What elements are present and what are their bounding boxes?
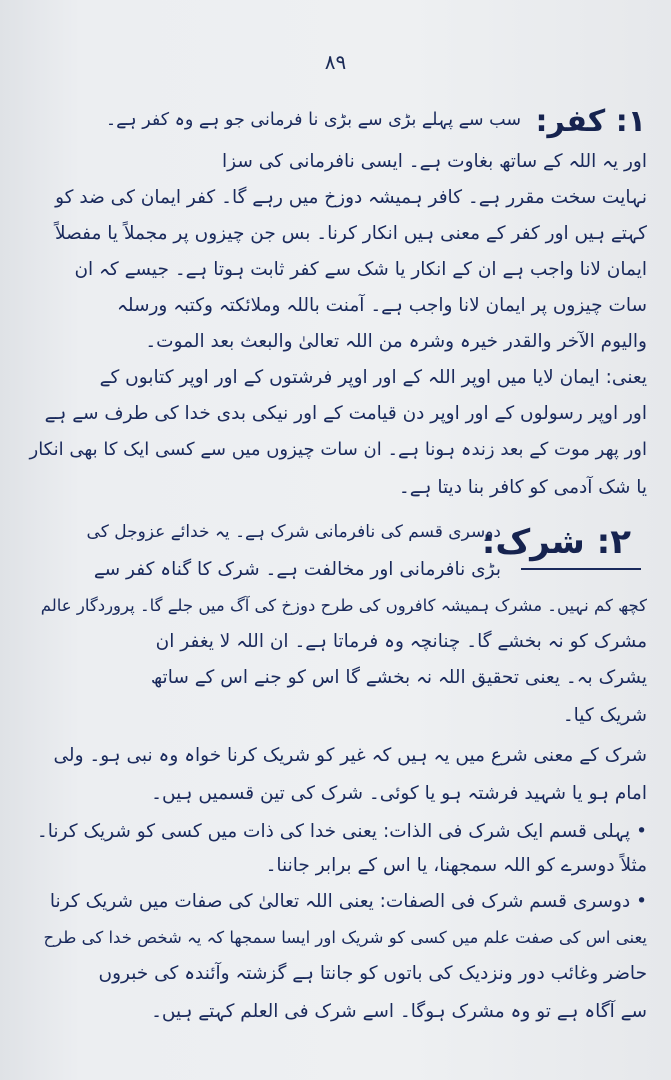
paragraph-line: یعنی: ایمان لایا میں اوپر اللہ کے اور اوپر فرشتوں کے اور اوپر کتابوں کے	[99, 367, 647, 388]
section-heading-kufr: ۱: کفر:	[535, 104, 646, 139]
section-heading-shirk: ۲: شرک:	[481, 522, 631, 562]
paragraph-line: یعنی اس کی صفت علم میں کسی کو شریک اور ایسا سمجھا کہ یہ شخص خدا کی طرح	[43, 928, 647, 947]
paragraph-line: اور پھر موت کے بعد زندہ ہونا ہے۔ ان سات چیزوں میں سے کسی ایک کا بھی انکار	[29, 439, 647, 460]
paragraph-line: • پہلی قسم ایک شرک فی الذات: یعنی خدا کی ذات میں کسی کو شریک کرنا۔	[36, 821, 647, 842]
paragraph-line: کہتے ہیں اور کفر کے معنی ہیں انکار کرنا۔ بس جن چیزوں پر مجملاً یا مفصلاً	[55, 223, 647, 244]
paragraph-line: مثلاً دوسرے کو اللہ سمجھنا، یا اس کے برابر جاننا۔	[265, 855, 647, 876]
paragraph-line: یشرک بہ۔ یعنی تحقیق اللہ نہ بخشے گا اس کو جنے اس کے ساتھ	[150, 667, 647, 688]
paragraph-line: دوسری قسم کی نافرمانی شرک ہے۔ یہ خدائے عزوجل کی	[86, 522, 501, 542]
paragraph-line: ایمان لانا واجب ہے ان کے انکار یا شک سے کفر ثابت ہوتا ہے۔ جیسے کہ ان	[74, 259, 647, 280]
paragraph-line: اور یہ اللہ کے ساتھ بغاوت ہے۔ ایسی نافرمانی کی سزا	[222, 151, 647, 172]
paragraph-line: سے آگاہ ہے تو وہ مشرک ہوگا۔ اسے شرک فی العلم کہتے ہیں۔	[151, 1001, 647, 1022]
paragraph-line: نہایت سخت مقرر ہے۔ کافر ہمیشہ دوزخ میں رہے گا۔ کفر ایمان کی ضد کو	[55, 187, 647, 208]
page-number: ۸۹	[324, 50, 347, 74]
paragraph-line: سات چیزوں پر ایمان لانا واجب ہے۔ آمنت باللہ وملائکتہ وکتبہ ورسلہ	[116, 295, 647, 316]
paragraph-line: والیوم الآخر والقدر خیرہ وشرہ من اللہ تعالیٰ والبعث بعد الموت۔	[145, 331, 647, 352]
paragraph-line: یا شک آدمی کو کافر بنا دیتا ہے۔	[398, 477, 647, 498]
paragraph-line: کچھ کم نہیں۔ مشرک ہمیشہ کافروں کی طرح دوزخ کی آگ میں جلے گا۔ پروردگار عالم	[40, 596, 647, 615]
paragraph-line: امام ہو یا شہید فرشتہ ہو یا کوئی۔ شرک کی تین قسمیں ہیں۔	[151, 783, 647, 804]
heading-underline	[521, 568, 641, 570]
paragraph-line: مشرک کو نہ بخشے گا۔ چنانچہ وہ فرماتا ہے۔ ان اللہ لا یغفر ان	[155, 631, 647, 652]
paragraph-line: سب سے پہلے بڑی سے بڑی نا فرمانی جو ہے وہ کفر ہے۔	[105, 110, 521, 130]
paragraph-line: اور اوپر رسولوں کے اور اوپر دن قیامت کے اور نیکی بدی خدا کی طرف سے ہے	[44, 403, 647, 424]
paragraph-line: حاضر وغائب دور ونزدیک کی باتوں کو جانتا ہے گزشتہ وآئندہ کی خبروں	[98, 963, 647, 984]
paragraph-line: • دوسری قسم شرک فی الصفات: یعنی اللہ تعالیٰ کی صفات میں شریک کرنا	[49, 891, 647, 912]
paragraph-line: شرک کے معنی شرع میں یہ ہیں کہ غیر کو شریک کرنا خواہ وہ نبی ہو۔ ولی	[53, 745, 647, 766]
paragraph-line: بڑی نافرمانی اور مخالفت ہے۔ شرک کا گناہ کفر سے	[93, 559, 501, 580]
paragraph-line: شریک کیا۔	[562, 705, 647, 726]
